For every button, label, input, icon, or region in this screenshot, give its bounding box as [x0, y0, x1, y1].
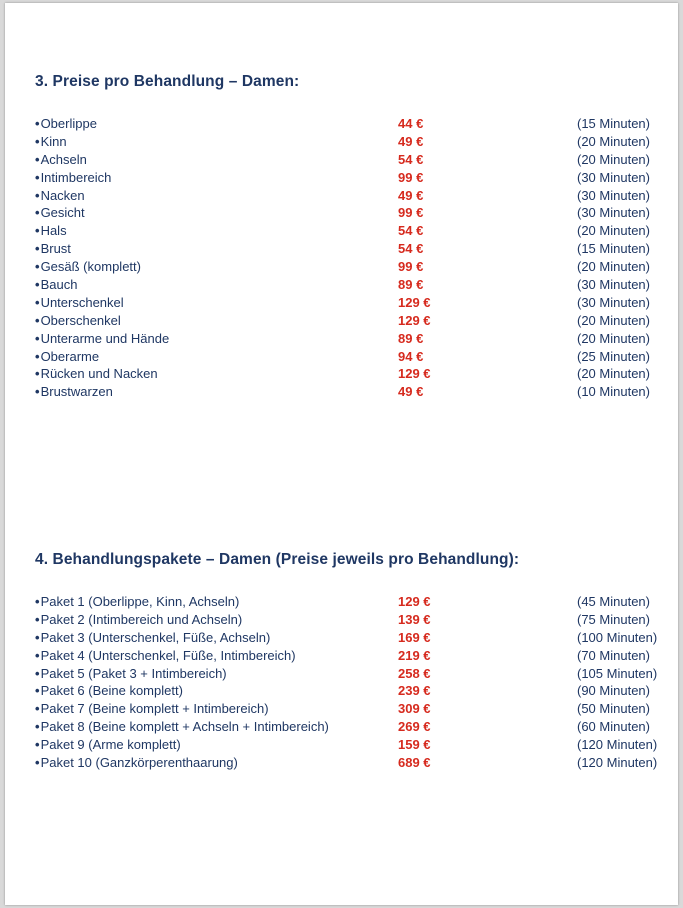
list-item	[35, 330, 675, 348]
bullet-icon: •	[35, 755, 40, 771]
item-label: Paket 1 (Oberlippe, Kinn, Achseln)	[40, 594, 240, 609]
item-price: 309 €	[398, 701, 431, 717]
item-price: 129 €	[398, 366, 431, 382]
item-name	[35, 611, 242, 629]
item-label: Gesicht	[40, 205, 85, 221]
bullet-icon: •	[35, 594, 40, 609]
item-label: Paket 6 (Beine komplett)	[40, 683, 183, 699]
item-label: Intimbereich	[40, 169, 112, 185]
item-label: Oberlippe	[40, 116, 97, 131]
list-item	[35, 240, 675, 258]
item-name	[35, 365, 158, 383]
bullet-icon: •	[35, 629, 40, 645]
item-price: 99 €	[398, 259, 424, 275]
list-item	[35, 718, 675, 736]
bullet-icon: •	[35, 277, 40, 293]
item-price: 54 €	[398, 241, 424, 257]
item-label: Brustwarzen	[40, 384, 113, 400]
item-price: 129 €	[398, 594, 431, 609]
section-heading: 4. Behandlungspakete – Damen (Preise jeweils pro Behandlung):	[35, 551, 520, 568]
item-name	[35, 700, 269, 718]
list-item	[35, 204, 675, 222]
item-label: Brust	[40, 241, 71, 257]
document-page	[5, 3, 678, 905]
item-price: 49 €	[398, 384, 424, 400]
bullet-icon: •	[35, 187, 40, 203]
list-item	[35, 133, 675, 151]
item-label: Bauch	[40, 277, 78, 293]
item-duration: (30 Minuten)	[577, 277, 650, 293]
bullet-icon: •	[35, 611, 40, 627]
item-price: 239 €	[398, 683, 431, 699]
bullet-icon: •	[35, 330, 40, 346]
bullet-icon: •	[35, 665, 40, 681]
item-name	[35, 665, 227, 683]
bullet-icon: •	[35, 133, 40, 149]
item-name	[35, 294, 124, 312]
item-price: 89 €	[398, 330, 424, 346]
item-duration: (105 Minuten)	[577, 665, 658, 681]
item-name	[35, 593, 239, 611]
item-duration: (60 Minuten)	[577, 719, 650, 735]
item-label: Unterschenkel	[40, 294, 124, 310]
item-price: 94 €	[398, 348, 424, 364]
item-name	[35, 629, 270, 647]
list-item	[35, 611, 675, 629]
item-label: Paket 3 (Unterschenkel, Füße, Achseln)	[40, 629, 271, 645]
item-price: 54 €	[398, 223, 424, 239]
bullet-icon: •	[35, 312, 40, 328]
item-price: 258 €	[398, 665, 431, 681]
item-duration: (30 Minuten)	[577, 169, 650, 185]
package-list	[35, 593, 675, 772]
item-duration: (20 Minuten)	[577, 133, 650, 149]
item-label: Gesäß (komplett)	[40, 259, 141, 275]
bullet-icon: •	[35, 737, 40, 753]
item-name	[35, 348, 99, 366]
bullet-icon: •	[35, 683, 40, 699]
item-duration: (120 Minuten)	[577, 755, 658, 771]
item-duration: (100 Minuten)	[577, 629, 658, 645]
list-item	[35, 312, 675, 330]
item-name	[35, 222, 67, 240]
bullet-icon: •	[35, 259, 40, 275]
item-price: 689 €	[398, 755, 431, 771]
bullet-icon: •	[35, 384, 40, 400]
item-duration: (90 Minuten)	[577, 683, 650, 699]
item-label: Oberarme	[40, 348, 100, 364]
bullet-icon: •	[35, 116, 40, 131]
item-label: Oberschenkel	[40, 312, 121, 328]
item-price: 54 €	[398, 151, 424, 167]
item-duration: (20 Minuten)	[577, 366, 650, 382]
bullet-icon: •	[35, 151, 40, 167]
list-item	[35, 593, 675, 611]
list-item	[35, 151, 675, 169]
item-name	[35, 754, 238, 772]
item-duration: (15 Minuten)	[577, 241, 650, 257]
list-item	[35, 383, 675, 401]
bullet-icon: •	[35, 647, 40, 663]
bullet-icon: •	[35, 701, 40, 717]
list-item	[35, 294, 675, 312]
item-name	[35, 151, 87, 169]
item-duration: (30 Minuten)	[577, 205, 650, 221]
item-label: Paket 5 (Paket 3 + Intimbereich)	[40, 665, 227, 681]
bullet-icon: •	[35, 169, 40, 185]
item-duration: (20 Minuten)	[577, 151, 650, 167]
item-duration: (15 Minuten)	[577, 116, 650, 131]
bullet-icon: •	[35, 348, 40, 364]
list-item	[35, 222, 675, 240]
item-duration: (10 Minuten)	[577, 384, 650, 400]
item-name	[35, 276, 77, 294]
bullet-icon: •	[35, 205, 40, 221]
item-duration: (25 Minuten)	[577, 348, 650, 364]
item-label: Unterarme und Hände	[40, 330, 170, 346]
item-label: Paket 2 (Intimbereich und Achseln)	[40, 611, 243, 627]
item-duration: (20 Minuten)	[577, 312, 650, 328]
list-item	[35, 647, 675, 665]
item-duration: (20 Minuten)	[577, 259, 650, 275]
list-item	[35, 348, 675, 366]
item-duration: (50 Minuten)	[577, 701, 650, 717]
item-name	[35, 169, 111, 187]
item-price: 99 €	[398, 205, 424, 221]
item-label: Paket 8 (Beine komplett + Achseln + Intimbereich)	[40, 719, 329, 735]
list-item	[35, 115, 675, 133]
item-label: Kinn	[40, 133, 67, 149]
item-duration: (75 Minuten)	[577, 611, 650, 627]
list-item	[35, 700, 675, 718]
bullet-icon: •	[35, 294, 40, 310]
item-price: 99 €	[398, 169, 424, 185]
item-name	[35, 647, 296, 665]
item-duration: (20 Minuten)	[577, 330, 650, 346]
list-item	[35, 665, 675, 683]
bullet-icon: •	[35, 223, 40, 239]
list-item	[35, 276, 675, 294]
item-name	[35, 133, 67, 151]
item-label: Paket 10 (Ganzkörperenthaarung)	[40, 755, 238, 771]
item-duration: (20 Minuten)	[577, 223, 650, 239]
item-price: 89 €	[398, 277, 424, 293]
bullet-icon: •	[35, 241, 40, 257]
section-heading: 3. Preise pro Behandlung – Damen:	[35, 73, 300, 90]
item-label: Paket 7 (Beine komplett + Intimbereich)	[40, 701, 269, 717]
bullet-icon: •	[35, 366, 40, 382]
item-name	[35, 682, 183, 700]
item-name	[35, 204, 85, 222]
item-label: Hals	[40, 223, 67, 239]
item-price: 44 €	[398, 116, 424, 131]
list-item	[35, 682, 675, 700]
list-item	[35, 754, 675, 772]
section-treatment-packages	[35, 549, 675, 772]
item-name	[35, 240, 71, 258]
item-name	[35, 187, 85, 205]
item-duration: (45 Minuten)	[577, 594, 650, 609]
item-name	[35, 258, 141, 276]
price-list	[35, 115, 675, 401]
item-label: Achseln	[40, 151, 87, 167]
item-price: 49 €	[398, 187, 424, 203]
item-price: 129 €	[398, 312, 431, 328]
item-price: 139 €	[398, 611, 431, 627]
bullet-icon: •	[35, 719, 40, 735]
item-label: Rücken und Nacken	[40, 366, 158, 382]
item-name	[35, 383, 113, 401]
item-duration: (30 Minuten)	[577, 294, 650, 310]
list-item	[35, 736, 675, 754]
item-price: 159 €	[398, 737, 431, 753]
item-price: 269 €	[398, 719, 431, 735]
item-price: 49 €	[398, 133, 424, 149]
item-name	[35, 312, 121, 330]
item-price: 219 €	[398, 647, 431, 663]
item-label: Paket 4 (Unterschenkel, Füße, Intimbereich)	[40, 647, 296, 663]
item-name	[35, 736, 181, 754]
item-price: 129 €	[398, 294, 431, 310]
list-item	[35, 169, 675, 187]
section-prices-per-treatment	[35, 71, 675, 401]
item-name	[35, 330, 169, 348]
list-item	[35, 187, 675, 205]
item-duration: (120 Minuten)	[577, 737, 658, 753]
item-duration: (30 Minuten)	[577, 187, 650, 203]
item-price: 169 €	[398, 629, 431, 645]
item-label: Nacken	[40, 187, 85, 203]
item-duration: (70 Minuten)	[577, 647, 650, 663]
item-label: Paket 9 (Arme komplett)	[40, 737, 181, 753]
item-name	[35, 115, 97, 133]
item-name	[35, 718, 329, 736]
list-item	[35, 629, 675, 647]
list-item	[35, 365, 675, 383]
list-item	[35, 258, 675, 276]
